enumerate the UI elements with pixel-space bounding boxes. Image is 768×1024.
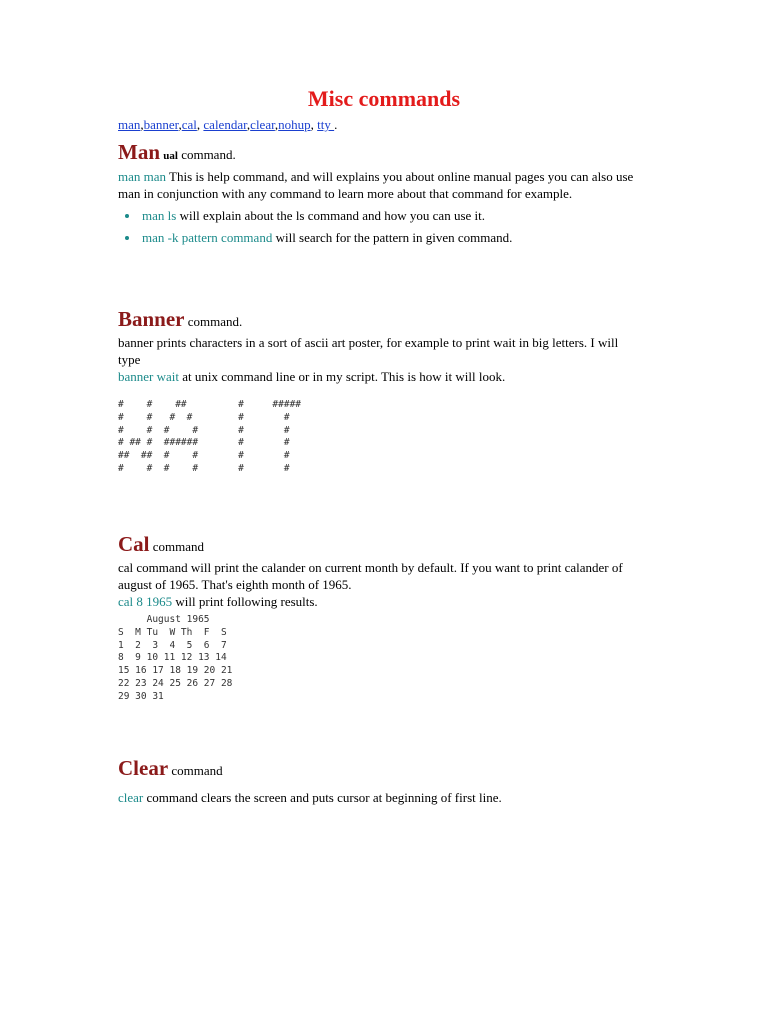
toc-link-cal[interactable]: cal <box>181 117 197 132</box>
toc-link-calendar[interactable]: calendar <box>203 117 247 132</box>
banner-heading-title: Banner <box>118 307 185 331</box>
man-examples-list <box>118 207 638 246</box>
banner-cmd: banner wait <box>118 369 180 384</box>
man-example-cmd: man -k pattern command <box>142 230 273 245</box>
clear-text: command clears the screen and puts cursor at beginning of first line. <box>143 790 502 805</box>
man-intro-cmd: man man <box>118 169 167 184</box>
clear-heading-title: Clear <box>118 756 169 780</box>
man-heading-suffix: command. <box>181 147 236 162</box>
clear-heading-suffix: command <box>171 763 223 778</box>
toc-link-clear[interactable]: clear <box>250 117 275 132</box>
man-heading <box>118 140 638 168</box>
banner-usage <box>118 368 638 385</box>
list-item <box>142 229 638 246</box>
banner-heading-suffix: command. <box>187 314 243 329</box>
cal-section <box>118 532 638 704</box>
cal-heading-suffix: command <box>152 539 205 554</box>
command-index: man,banner,cal, calendar,clear,nohup, tty . <box>118 117 338 132</box>
man-heading-bold-suffix: ual <box>163 150 178 162</box>
page-title: Misc commands <box>307 86 461 111</box>
banner-usage-text: at unix command line or in my script. This is how it will look. <box>179 369 506 384</box>
banner-section <box>118 307 638 476</box>
cal-heading <box>118 532 638 559</box>
man-example-text: will explain about the ls command and how you can use it. <box>176 208 485 223</box>
clear-heading <box>118 756 638 783</box>
man-heading-title: Man <box>118 140 160 164</box>
cal-cmd: cal 8 1965 <box>118 594 173 609</box>
man-section <box>118 140 638 251</box>
clear-cmd: clear <box>118 790 144 805</box>
cal-output: August 1965 S M Tu W Th F S 1 2 3 4 5 6 7 8 9 10 11 12 13 14 15 16 17 18 19 20 21 22 23 24 25 26 27 28 29 30 31 <box>118 614 233 702</box>
cal-usage <box>118 593 638 610</box>
banner-heading <box>118 307 638 334</box>
man-example-cmd: man ls <box>142 208 177 223</box>
toc-link-tty[interactable]: tty <box>317 117 335 132</box>
cal-description: cal command will print the calander on current month by default. If you want to print calander of august of 1965. That's eighth month of 1965. <box>118 560 623 592</box>
man-intro <box>118 168 638 202</box>
cal-heading-title: Cal <box>118 532 150 556</box>
cal-usage-text: will print following results. <box>172 594 318 609</box>
man-example-text: will search for the pattern in given command. <box>272 230 513 245</box>
toc-end: . <box>334 117 338 132</box>
toc-link-man[interactable]: man <box>118 117 141 132</box>
clear-section <box>118 756 638 806</box>
man-intro-text: This is help command, and will explains you about online manual pages you can also use man in conjunction with any command to learn more about that command for example. <box>118 169 634 201</box>
list-item <box>142 207 638 224</box>
clear-description <box>118 789 638 806</box>
toc-link-banner[interactable]: banner <box>143 117 179 132</box>
banner-ascii-art: # # ## # ##### # # # # # # # # # # # # # ## # ###### # # ## ## # # # # # # # # # # <box>118 399 302 474</box>
toc-link-nohup[interactable]: nohup <box>278 117 311 132</box>
banner-description: banner prints characters in a sort of ascii art poster, for example to print wait in big letters. I will type <box>118 335 619 367</box>
